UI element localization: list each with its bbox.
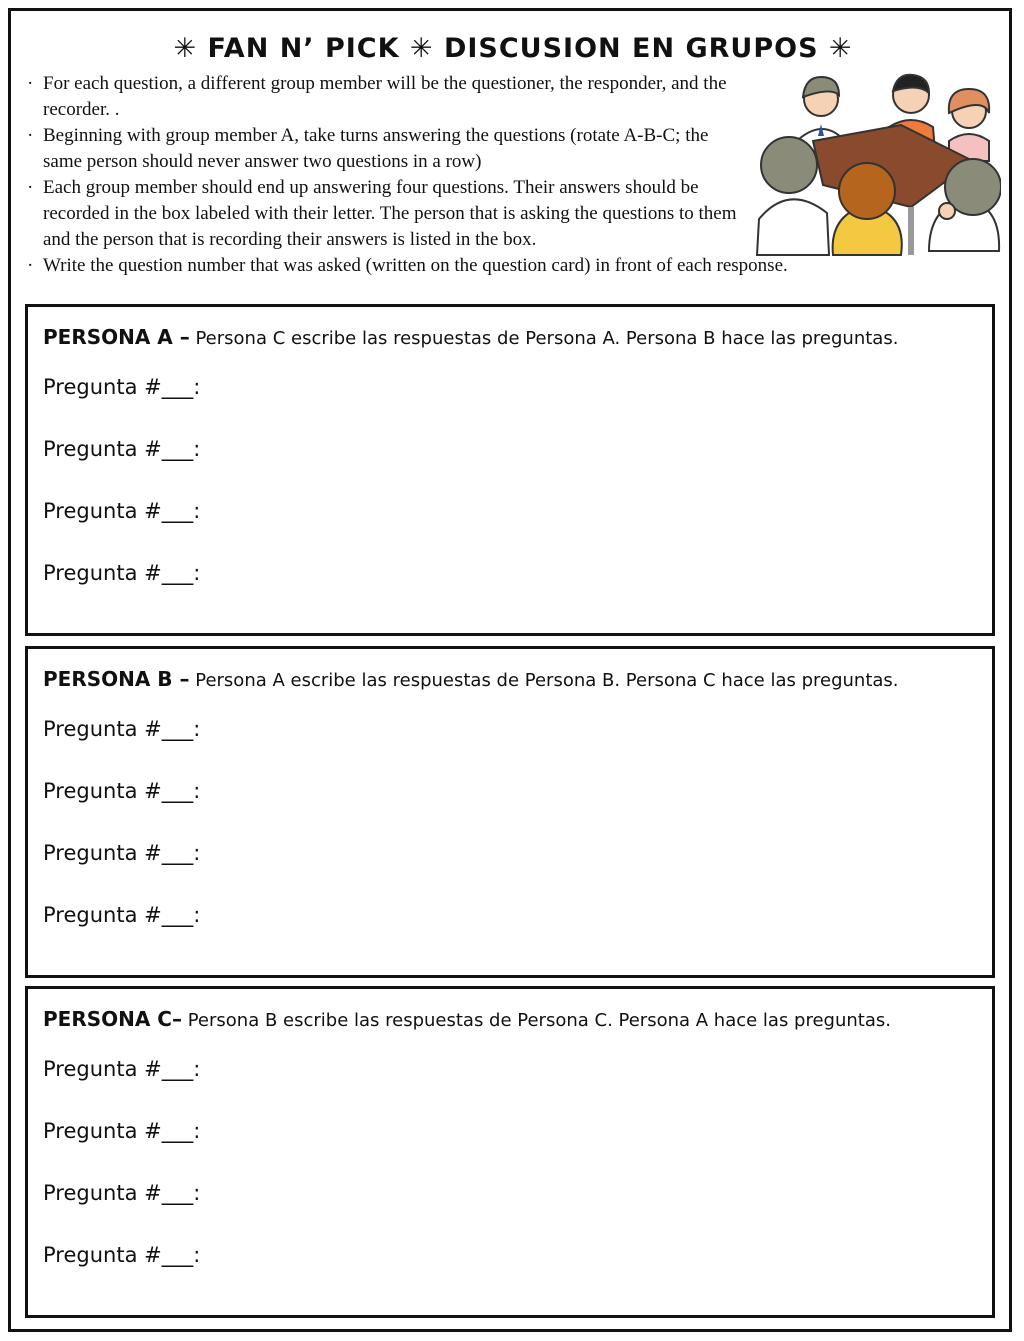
worksheet: [8, 8, 1012, 1332]
persona-a-box: [25, 304, 995, 636]
persona-a-header: [43, 325, 898, 349]
question-line[interactable]: Pregunta #___:: [43, 375, 201, 399]
bullet-mark: ·: [27, 177, 34, 198]
persona-b-box: [25, 646, 995, 978]
question-line[interactable]: Pregunta #___:: [43, 437, 201, 461]
group-discussion-illustration: [751, 69, 1001, 259]
persona-c-header: [43, 1007, 891, 1031]
question-line[interactable]: Pregunta #___:: [43, 1181, 201, 1205]
instruction-item: · Write the question number that was asked (written on the question card) in front of each response.: [27, 253, 987, 279]
bullet-mark: ·: [27, 125, 34, 146]
instruction-item: · For each question, a different group member will be the questioner, the responder, and the recorder. .: [27, 73, 727, 120]
bullet-mark: ·: [27, 255, 34, 276]
question-line[interactable]: Pregunta #___:: [43, 499, 201, 523]
person-figure: [833, 163, 902, 255]
instruction-item: · Beginning with group member A, take turns answering the questions (rotate A-B-C; the same person should never answer two questions in a row): [27, 125, 709, 172]
bullet-mark: ·: [27, 73, 34, 94]
question-line[interactable]: Pregunta #___:: [43, 561, 201, 585]
person-figure: [949, 89, 989, 161]
question-line[interactable]: Pregunta #___:: [43, 1243, 201, 1267]
instruction-item: · Each group member should end up answering four questions. Their answers should be recorded in the box labeled with their letter. The person that is asking the questions to them and the person that is recording their answers is listed in the box.: [27, 177, 737, 250]
persona-label: PERSONA B –: [43, 667, 190, 691]
persona-label: PERSONA A –: [43, 325, 190, 349]
persona-description: Persona A escribe las respuestas de Persona B. Persona C hace las preguntas.: [189, 670, 899, 691]
question-line[interactable]: Pregunta #___:: [43, 841, 201, 865]
page-title: ✳ FAN N’ PICK ✳ DISCUSION EN GRUPOS ✳: [173, 33, 853, 64]
question-line[interactable]: Pregunta #___:: [43, 1057, 201, 1081]
question-line[interactable]: Pregunta #___:: [43, 903, 201, 927]
persona-description: Persona B escribe las respuestas de Persona C. Persona A hace las preguntas.: [181, 1010, 891, 1031]
persona-description: Persona C escribe las respuestas de Persona A. Persona B hace las preguntas.: [189, 328, 899, 349]
question-line[interactable]: Pregunta #___:: [43, 779, 201, 803]
persona-label: PERSONA C–: [43, 1007, 182, 1031]
persona-b-header: [43, 667, 899, 691]
persona-c-box: [25, 986, 995, 1318]
question-line[interactable]: Pregunta #___:: [43, 717, 201, 741]
question-line[interactable]: Pregunta #___:: [43, 1119, 201, 1143]
